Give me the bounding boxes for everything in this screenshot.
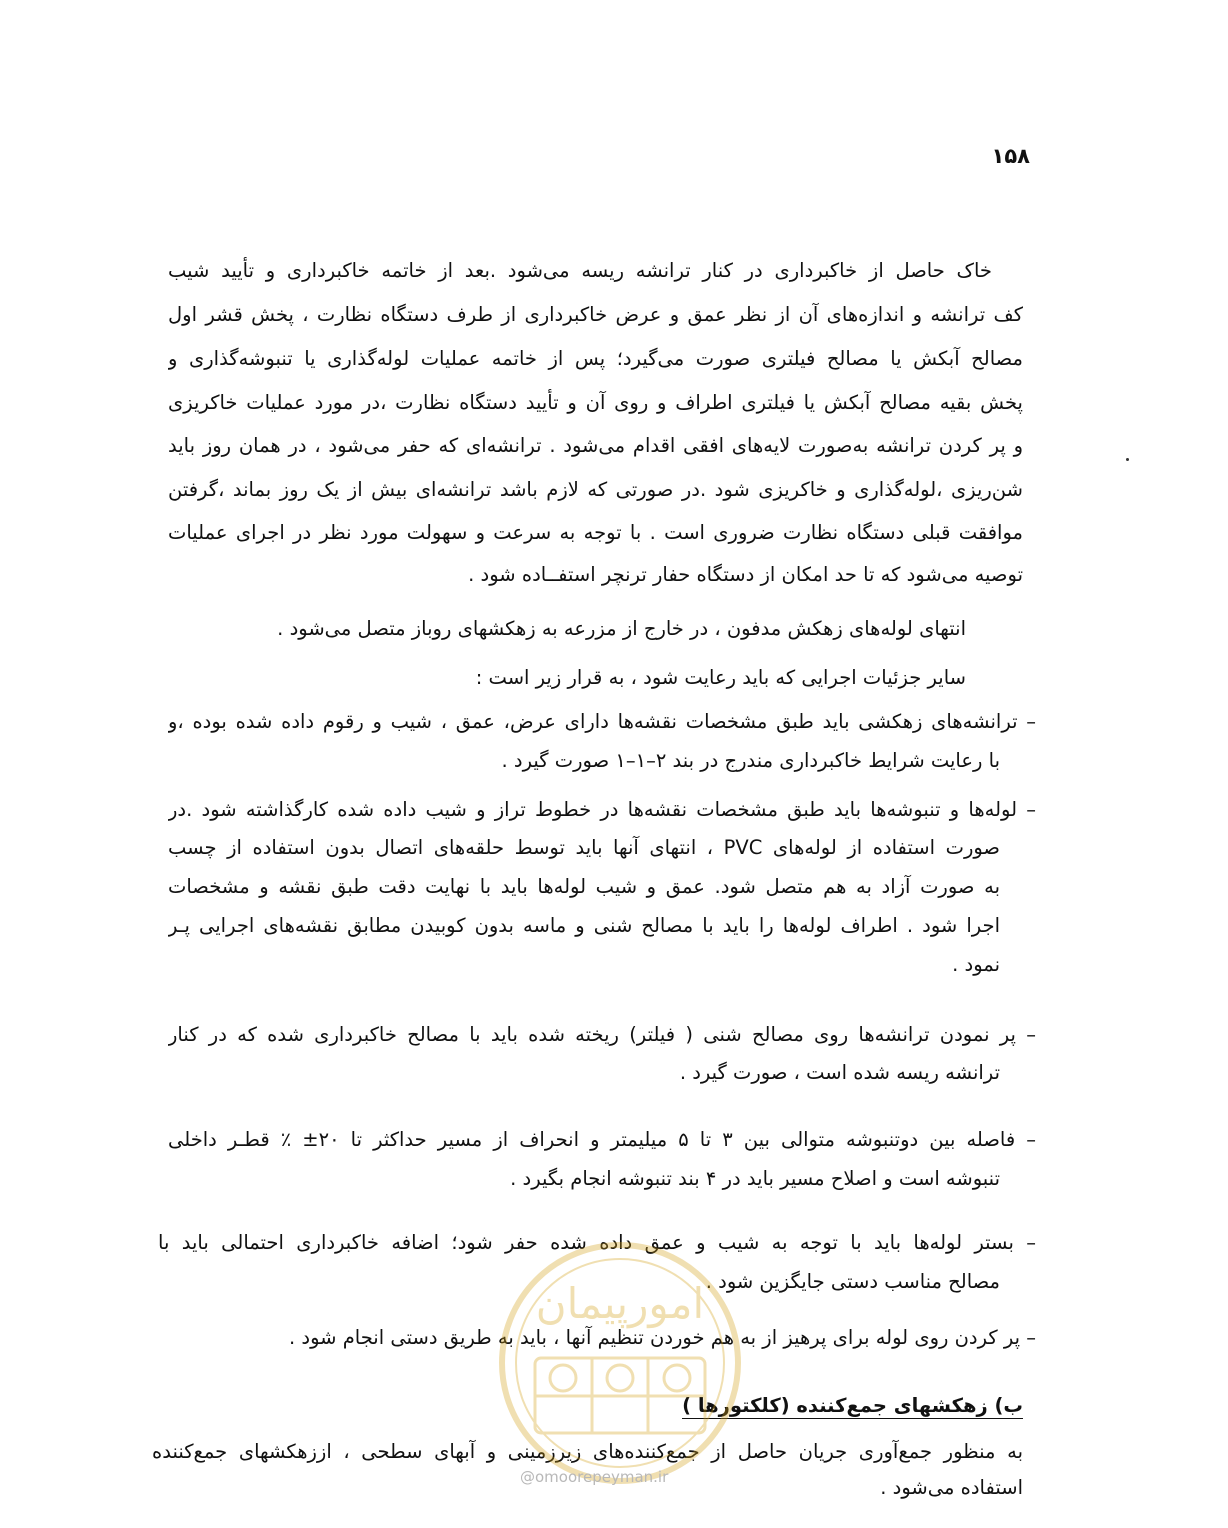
text-line: ترانشه ریسه شده است ، صورت گیرد .	[679, 1061, 1000, 1084]
text-line: و پر کردن ترانشه به‌صورت لایه‌های افقی اقدام می‌شود . ترانشه‌ای که حفر می‌شود ، در همان روز باید	[168, 434, 1023, 457]
text-line: خاک حاصل از خاکبرداری در کنار ترانشه ریسه می‌شود .بعد از خاتمه خاکبرداری و تأیید شیب	[168, 259, 992, 282]
bullet-item: – بستر لوله‌ها باید با توجه به شیب و عمق داده شده حفر شود؛ اضافه خاکبرداری احتمالی باید با	[158, 1231, 1036, 1254]
text-line: نمود .	[952, 953, 1000, 976]
text-line: تنبوشه است و اصلاح مسیر باید در ۴ بند تنبوشه انجام بگیرد .	[510, 1167, 1000, 1190]
bullet-item: – پر کردن روی لوله برای پرهیز از به هم خوردن تنظیم آنها ، باید به طریق دستی انجام شود .	[289, 1326, 1036, 1349]
bullet-item: – ترانشه‌های زهکشی باید طبق مشخصات نقشه‌ها دارای عرض، عمق ، شیب و رقوم داده شده بوده ،و	[168, 710, 1036, 733]
text-line: انتهای لوله‌های زهکش مدفون ، در خارج از مزرعه به زهکشهای روباز متصل می‌شود .	[277, 617, 966, 640]
text-line: به صورت آزاد به هم متصل شود. عمق و شیب لوله‌ها باید با نهایت دقت طبق نقشه و مشخصات	[168, 875, 1000, 898]
text-line: اجرا شود . اطراف لوله‌ها را باید با مصالح شنی و ماسه بدون کوبیدن مطابق نقشه‌های اجرایی پـر	[168, 914, 1000, 937]
section-heading: ب) زهکشهای جمع‌کننده (کلکتورها )	[682, 1394, 1023, 1417]
text-line: مصالح آبکش یا مصالح فیلتری صورت می‌گیرد؛ پس از خاتمه عملیات لوله‌گذاری یا تنبوشه‌گذاری و	[168, 347, 1023, 370]
text-line: سایر جزئیات اجرایی که باید رعایت شود ، به قرار زیر است :	[475, 666, 966, 689]
text-line: به منظور جمع‌آوری جریان حاصل از جمع‌کننده‌های زیرزمینی و آبهای سطحی ، اززهکشهای جمع‌کننده	[152, 1440, 1023, 1463]
bullet-item: – فاصله بین دوتنبوشه متوالی بین ۳ تا ۵ میلیمتر و انحراف از مسیر حداکثر تا ۲۰± ٪ قطـر داخلی	[168, 1128, 1036, 1151]
text-line: موافقت قبلی دستگاه نظارت ضروری است . با توجه به سرعت و سهولت مورد نظر در اجرای عملیات	[168, 521, 1023, 544]
text-line: توصیه می‌شود که تا حد امکان از دستگاه حفار ترنچر استفــاده شود .	[468, 563, 1023, 586]
text-line: پخش بقیه مصالح آبکش یا فیلتری اطراف و روی آن و تأیید دستگاه نظارت ،در مورد عملیات خاکریزی	[168, 391, 1023, 414]
text-line: صورت استفاده از لوله‌های PVC ، انتهای آنها باید توسط حلقه‌های اتصال بدون استفاده از چسب	[168, 836, 1000, 859]
watermark-text: امورپیمان	[535, 1279, 705, 1328]
text-line: کف ترانشه و اندازه‌های آن از نظر عمق و عرض خاکبرداری از طرف دستگاه نظارت ، پخش قشر اول	[168, 303, 1023, 326]
text-line: استفاده می‌شود .	[880, 1476, 1023, 1499]
watermark-logo	[495, 1238, 745, 1488]
text-line: شن‌ریزی ،لوله‌گذاری و خاکریزی شود .در صورتی که لازم باشد ترانشه‌ای بیش از یک روز بماند ،گرفتن	[168, 478, 1023, 501]
text-line: مصالح مناسب دستی جایگزین شود .	[705, 1270, 1000, 1293]
watermark-url: @omoorepeyman.ir	[520, 1468, 669, 1486]
page-number: ۱۵۸	[991, 144, 1030, 168]
bullet-item: – پر نمودن ترانشه‌ها روی مصالح شنی ( فیلتر) ریخته شده باید با مصالح خاکبرداری شده که در کنار	[168, 1023, 1036, 1046]
bullet-item: – لوله‌ها و تنبوشه‌ها باید طبق مشخصات نقشه‌ها در خطوط تراز و شیب داده شده کارگذاشته شود .در	[168, 798, 1036, 821]
scan-speck	[1126, 458, 1129, 461]
text-line: با رعایت شرایط خاکبرداری مندرج در بند ۲–۱–۱ صورت گیرد .	[501, 749, 1000, 772]
